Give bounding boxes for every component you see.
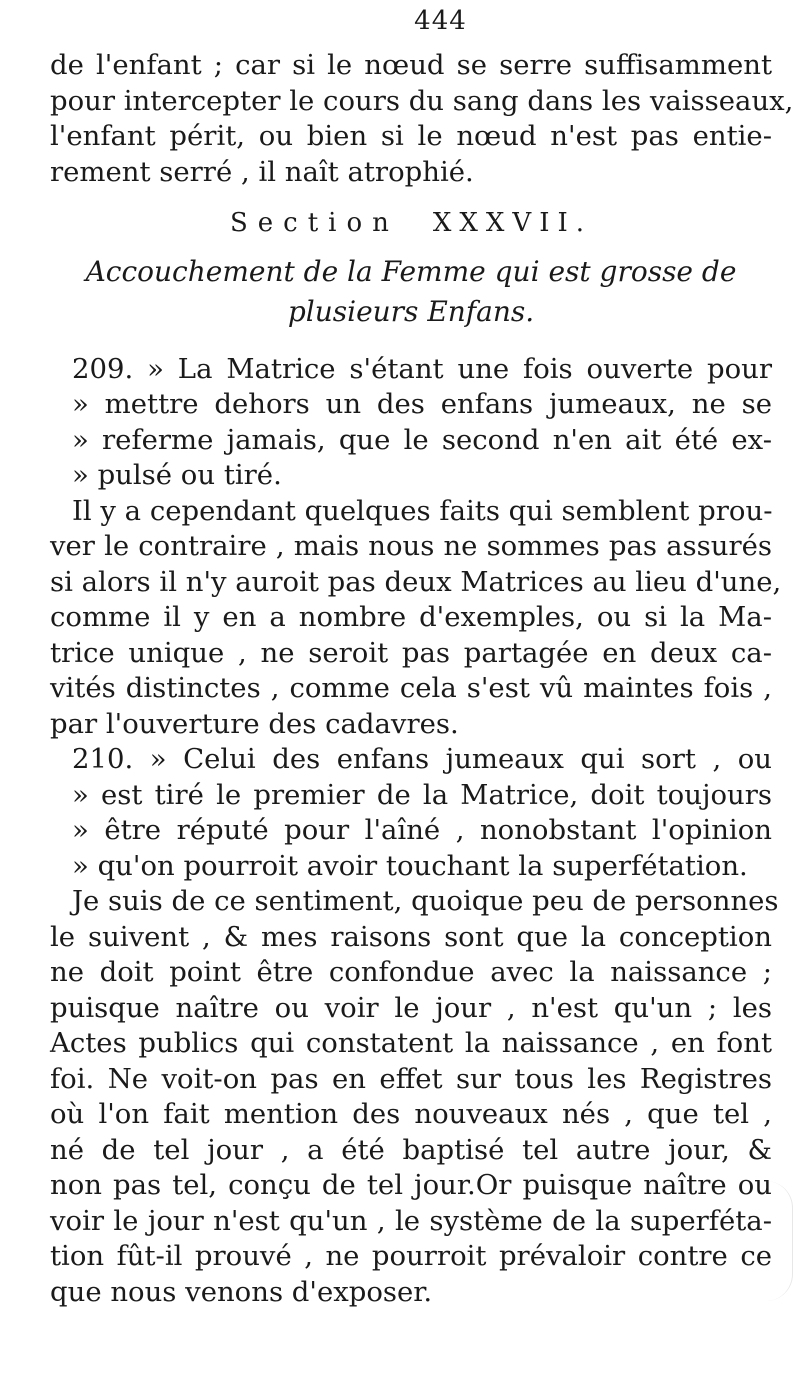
text-line: 209. » La Matrice s'étant une fois ouverte pour (72, 352, 772, 385)
paragraph-commentary-2 (50, 884, 779, 1310)
text-line: » qu'on pourroit avoir touchant la superfétation. (72, 849, 748, 882)
text-line: » est tiré le premier de la Matrice, doit toujours (72, 778, 772, 811)
text-line: que nous venons d'exposer. (50, 1275, 433, 1308)
text-line: Actes publics qui constatent la naissance , en font (50, 1027, 772, 1059)
text-line: ver le contraire , mais nous ne sommes pas assurés (50, 530, 772, 562)
page-edge-mark (766, 1181, 793, 1301)
text-line: tion fût-il prouvé , ne pourroit prévaloir contre ce (50, 1240, 772, 1272)
text-line: » mettre dehors un des enfans jumeaux, ne se (72, 388, 772, 420)
text-line: » referme jamais, que le second n'en ait été ex- (72, 423, 772, 456)
text-line: Il y a cependant quelques faits qui semblent prou- (72, 494, 773, 527)
section-heading (50, 206, 772, 242)
section-heading-numeral: XXXVII. (432, 208, 593, 238)
paragraph-commentary-1 (50, 494, 782, 743)
page-number: 444 (414, 6, 467, 36)
text-line: le suivent , & mes raisons sont que la conception (50, 920, 772, 953)
text-line: trice unique , ne seroit pas partagée en deux ca- (50, 636, 772, 669)
section-title (50, 252, 772, 332)
text-line: puisque naître ou voir le jour , n'est qu'un ; les (50, 991, 772, 1024)
text-line: si alors il n'y auroit pas deux Matrices au lieu d'une, (50, 565, 782, 598)
text-line: rement serré , il naît atrophié. (50, 155, 474, 188)
text-line: vités distinctes , comme cela s'est vû maintes fois , (50, 672, 772, 704)
page-body (50, 48, 794, 1310)
text-line: 210. » Celui des enfans jumeaux qui sort , ou (72, 743, 772, 775)
text-line: ne doit point être confondue avec la naissance ; (50, 956, 772, 988)
text-line: » être réputé pour l'aîné , nonobstant l'opinion (72, 814, 772, 846)
continued-paragraph (50, 48, 794, 190)
text-line: Je suis de ce sentiment, quoique peu de personnes (72, 885, 779, 917)
section-heading-word: Section (229, 208, 399, 238)
spacer (50, 332, 772, 352)
text-line: né de tel jour , a été baptisé tel autre jour, & (50, 1133, 772, 1166)
text-line: non pas tel, conçu de tel jour.Or puisque naître ou (50, 1169, 772, 1201)
text-line: où l'on fait mention des nouveaux nés , que tel , (50, 1098, 772, 1130)
paragraph-210 (50, 742, 772, 884)
text-line: de l'enfant ; car si le nœud se serre suffisamment (50, 49, 772, 81)
section-title-line: Accouchement de la Femme qui est grosse de (85, 254, 737, 288)
text-line: pour intercepter le cours du sang dans les vaisseaux, (50, 84, 794, 117)
text-line: l'enfant périt, ou bien si le nœud n'est pas entie- (50, 120, 772, 152)
text-line: par l'ouverture des cadavres. (50, 707, 459, 740)
text-line: » pulsé ou tiré. (72, 459, 282, 491)
text-line: comme il y en a nombre d'exemples, ou si la Ma- (50, 601, 772, 633)
paragraph-209 (50, 352, 772, 494)
text-line: voir le jour n'est qu'un , le système de la superféta- (50, 1204, 772, 1237)
section-title-line: plusieurs Enfans. (287, 294, 535, 328)
text-line: foi. Ne voit-on pas en effet sur tous les Registres (50, 1062, 772, 1095)
